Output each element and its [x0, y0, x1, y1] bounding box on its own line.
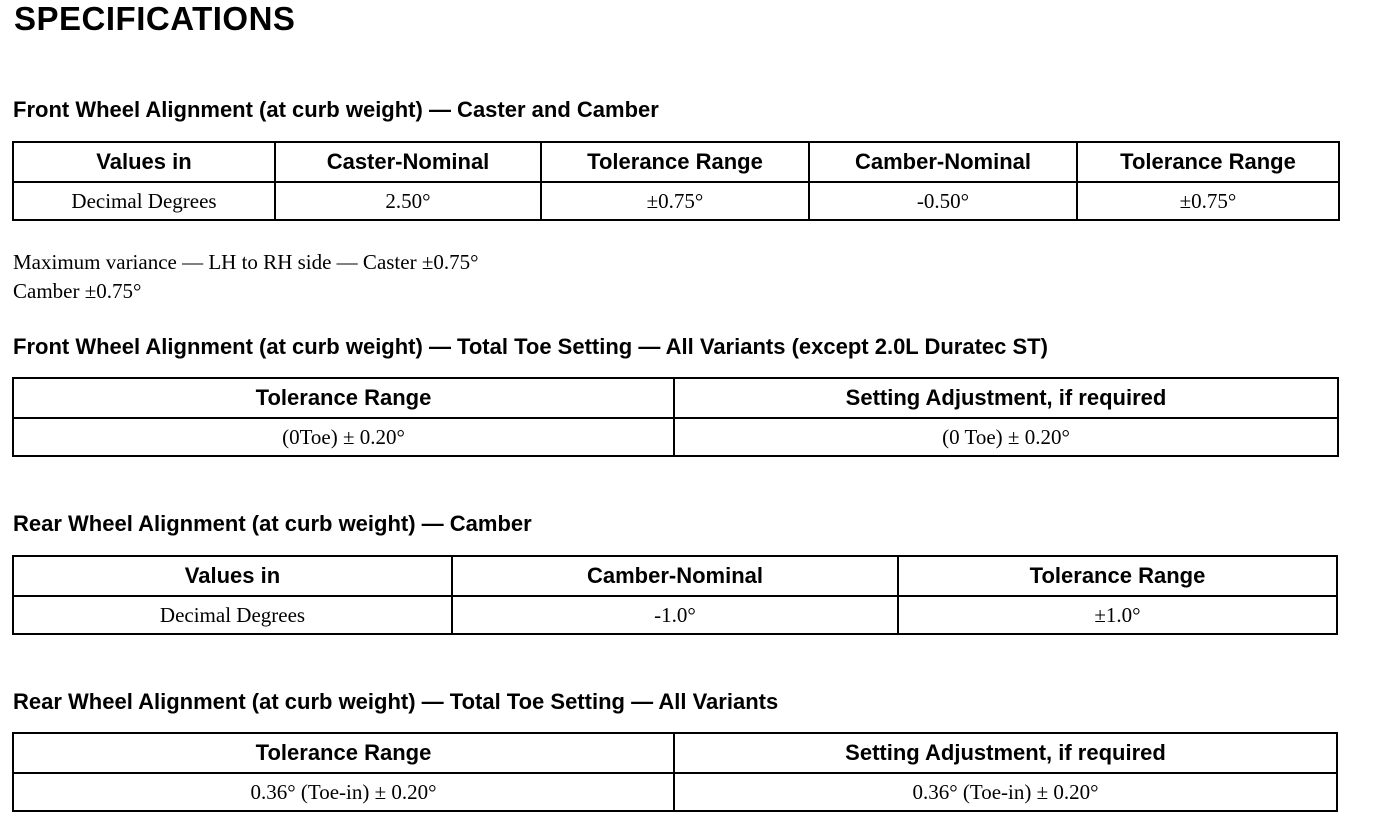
column-header: Values in: [13, 556, 452, 596]
table-row: [13, 773, 1337, 811]
table-row: [13, 182, 1339, 220]
front-caster-camber-table: [12, 141, 1340, 221]
column-header: Setting Adjustment, if required: [674, 378, 1338, 418]
column-header: Caster-Nominal: [275, 142, 541, 182]
table-row: [13, 596, 1337, 634]
column-header: Camber-Nominal: [809, 142, 1077, 182]
table-cell: 0.36° (Toe-in) ± 0.20°: [674, 773, 1337, 811]
column-header: Tolerance Range: [541, 142, 809, 182]
table-cell: ±0.75°: [541, 182, 809, 220]
section-title-front-caster-camber: Front Wheel Alignment (at curb weight) — Caster and Camber: [13, 97, 659, 122]
section-title-rear-camber: Rear Wheel Alignment (at curb weight) — Camber: [13, 511, 532, 536]
table-cell: ±0.75°: [1077, 182, 1339, 220]
column-header: Setting Adjustment, if required: [674, 733, 1337, 773]
column-header: Tolerance Range: [13, 378, 674, 418]
table-cell: 2.50°: [275, 182, 541, 220]
table-header-row: [13, 733, 1337, 773]
column-header: Tolerance Range: [1077, 142, 1339, 182]
table-cell: (0Toe) ± 0.20°: [13, 418, 674, 456]
front-toe-table: [12, 377, 1339, 457]
table-cell: Decimal Degrees: [13, 182, 275, 220]
column-header: Camber-Nominal: [452, 556, 898, 596]
column-header: Tolerance Range: [13, 733, 674, 773]
table-cell: ±1.0°: [898, 596, 1337, 634]
table-row: [13, 418, 1338, 456]
section-title-front-toe: Front Wheel Alignment (at curb weight) — Total Toe Setting — All Variants (except 2.0L Duratec ST): [13, 334, 1048, 359]
table-cell: -1.0°: [452, 596, 898, 634]
page-title: SPECIFICATIONS: [14, 0, 296, 37]
variance-note: Maximum variance — LH to RH side — Caster ±0.75°: [13, 250, 479, 274]
rear-toe-table: [12, 732, 1338, 812]
column-header: Values in: [13, 142, 275, 182]
table-header-row: [13, 142, 1339, 182]
column-header: Tolerance Range: [898, 556, 1337, 596]
table-cell: Decimal Degrees: [13, 596, 452, 634]
variance-note: Camber ±0.75°: [13, 279, 142, 303]
table-cell: (0 Toe) ± 0.20°: [674, 418, 1338, 456]
table-cell: 0.36° (Toe-in) ± 0.20°: [13, 773, 674, 811]
table-header-row: [13, 556, 1337, 596]
table-header-row: [13, 378, 1338, 418]
section-title-rear-toe: Rear Wheel Alignment (at curb weight) — Total Toe Setting — All Variants: [13, 689, 779, 714]
table-cell: -0.50°: [809, 182, 1077, 220]
rear-camber-table: [12, 555, 1338, 635]
